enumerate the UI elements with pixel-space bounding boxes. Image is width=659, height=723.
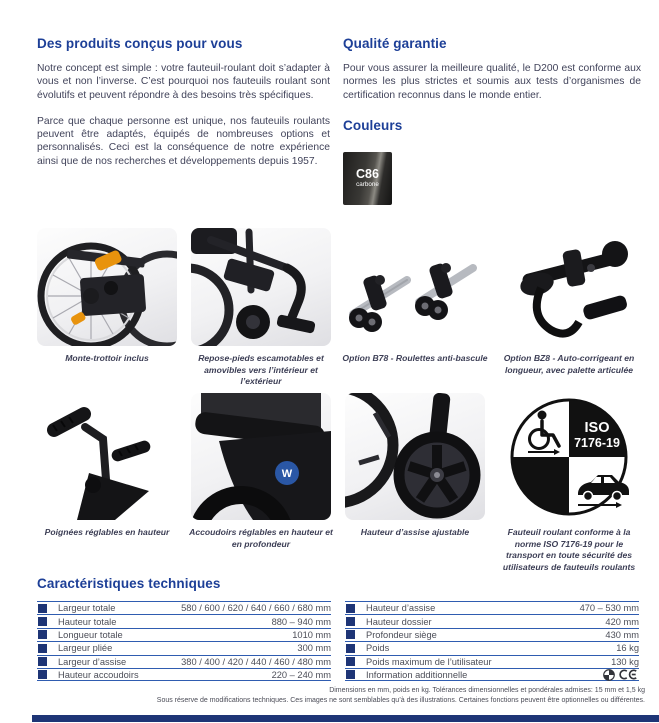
spec-label: Hauteur dossier xyxy=(366,616,432,627)
bottom-accent-bar xyxy=(32,715,659,722)
spec-label: Largeur totale xyxy=(58,603,116,614)
table-row xyxy=(345,614,639,627)
swatch-name: carbone xyxy=(356,180,379,188)
row-bullet-icon xyxy=(38,630,47,639)
feature-anti-tip xyxy=(342,228,488,388)
intro-paragraph-1: Notre concept est simple : votre fauteuil-roulant doit s’adapter à vous et non l’inverse. C’est pourquoi nos fauteuils roulant sont évolutifs et peuvent répondre à des besoins très spécifiques. xyxy=(37,63,330,101)
row-bullet-icon xyxy=(346,617,355,626)
ce-mark-icon xyxy=(619,669,639,680)
feature-seat-height xyxy=(345,393,485,573)
feature-grid-row-2 xyxy=(37,393,639,573)
spec-value: 220 – 240 mm xyxy=(271,669,331,680)
armrest-photo xyxy=(191,393,331,520)
spec-value: 430 mm xyxy=(605,629,639,640)
intro-paragraph-2: Parce que chaque personne est unique, nos fauteuils roulants peuvent être adaptés, équipés de nombreuses options et personnalisés. Ceci est la conséquence de notre expérience ainsi que de nos recherches et développements depuis 1957. xyxy=(37,115,330,167)
table-row xyxy=(345,601,639,614)
spec-table-left xyxy=(37,601,331,681)
intro-column xyxy=(37,36,330,181)
spec-label: Poids maximum de l’utilisateur xyxy=(366,656,492,667)
spec-value: 1010 mm xyxy=(292,629,331,640)
feature-articulated-footplate xyxy=(499,228,639,388)
table-row xyxy=(37,628,331,641)
feature-kerb-climber xyxy=(37,228,177,388)
iso-7176-19-icon xyxy=(508,396,630,518)
spec-table-right xyxy=(345,601,639,681)
row-bullet-icon xyxy=(346,657,355,666)
spec-label: Largeur pliée xyxy=(58,643,113,654)
caster-wheel-photo xyxy=(345,393,485,520)
table-row xyxy=(37,668,331,681)
row-bullet-icon xyxy=(38,670,47,679)
feature-caption: Hauteur d’assise ajustable xyxy=(360,527,470,537)
table-row xyxy=(345,655,639,668)
feature-caption: Accoudoirs réglables en hauteur et en profondeur xyxy=(189,527,333,549)
feature-caption: Poignées réglables en hauteur xyxy=(44,527,170,537)
footrest-photo xyxy=(191,228,331,346)
footer-line-1: Dimensions en mm, poids en kg. Tolérances dimensionnelles et pondérales admises: 15 mm et 1,5 kg xyxy=(329,687,645,694)
color-swatch-carbone xyxy=(343,152,392,205)
row-bullet-icon xyxy=(38,604,47,613)
table-row xyxy=(37,601,331,614)
colors-heading: Couleurs xyxy=(343,117,403,133)
quality-paragraph: Pour vous assurer la meilleure qualité, le D200 est conforme aux normes les plus strictes et soumis aux tests d’organismes de certification reconnus dans le monde entier. xyxy=(343,63,641,101)
feature-armrest xyxy=(191,393,331,573)
spec-label: Hauteur accoudoirs xyxy=(58,669,139,680)
spec-value: 16 kg xyxy=(616,643,639,654)
table-row xyxy=(345,641,639,654)
row-bullet-icon xyxy=(346,644,355,653)
feature-grid-row-1 xyxy=(37,228,639,388)
kerb-climber-photo xyxy=(37,228,177,346)
spec-label: Information additionnelle xyxy=(366,669,468,680)
spec-value: 470 – 530 mm xyxy=(579,603,639,614)
feature-caption: Fauteuil roulant conforme à la norme ISO 7176-19 pour le transport en toute sécurité des utilisateurs de fauteuils roulants xyxy=(502,527,636,572)
caster-wheel-illustration xyxy=(345,393,485,520)
row-bullet-icon xyxy=(346,604,355,613)
row-bullet-icon xyxy=(38,644,47,653)
armrest-badge-letter: W xyxy=(281,468,293,480)
row-bullet-icon xyxy=(346,630,355,639)
spec-value: 380 / 400 / 420 / 440 / 460 / 480 mm xyxy=(181,656,331,667)
footrest-illustration xyxy=(191,228,331,346)
spec-value: 300 mm xyxy=(297,643,331,654)
table-row xyxy=(37,655,331,668)
swatch-code: C86 xyxy=(356,166,379,181)
quality-heading: Qualité garantie xyxy=(343,36,447,51)
crash-test-icon xyxy=(603,669,615,681)
spec-label: Largeur d’assise xyxy=(58,656,127,667)
intro-heading: Des produits conçus pour vous xyxy=(37,36,243,51)
feature-caption: Repose-pieds escamotables et amovibles vers l’intérieur et l’extérieur xyxy=(198,353,324,386)
row-bullet-icon xyxy=(38,617,47,626)
additional-info-icons xyxy=(603,669,639,681)
row-bullet-icon xyxy=(38,657,47,666)
quality-column xyxy=(343,36,641,205)
anti-tip-wheels-photo xyxy=(345,228,485,346)
articulated-footplate-photo xyxy=(499,228,639,346)
spec-value: 880 – 940 mm xyxy=(271,616,331,627)
footer-notes xyxy=(157,686,645,706)
push-handles-illustration xyxy=(37,393,177,520)
spec-label: Profondeur siège xyxy=(366,629,437,640)
spec-label: Hauteur d’assise xyxy=(366,603,436,614)
footer-line-2: Sous réserve de modifications techniques. Ces images ne sont semblables qu’à des illustrations. Certaines fonctions peuvent être optionnelles ou différentes. xyxy=(156,697,645,704)
iso-logo-line1: ISO xyxy=(584,419,610,436)
push-handles-photo xyxy=(37,393,177,520)
feature-caption: Monte-trottoir inclus xyxy=(65,353,149,363)
table-row xyxy=(37,614,331,627)
feature-iso-transport xyxy=(499,393,639,573)
table-row xyxy=(345,668,639,681)
feature-caption: Option BZ8 - Auto-corrigeant en longueur, avec palette articulée xyxy=(503,353,635,375)
kerb-climber-illustration xyxy=(37,228,177,346)
iso-7176-19-logo xyxy=(499,393,639,520)
spec-value: 580 / 600 / 620 / 640 / 660 / 680 mm xyxy=(181,603,331,614)
spec-value: 420 mm xyxy=(605,616,639,627)
specs-heading: Caractéristiques techniques xyxy=(37,576,221,591)
feature-footrest xyxy=(191,228,331,388)
row-bullet-icon xyxy=(346,670,355,679)
spec-label: Poids xyxy=(366,643,390,654)
feature-push-handles xyxy=(37,393,177,573)
spec-value: 130 kg xyxy=(611,656,639,667)
iso-logo-line2: 7176-19 xyxy=(574,435,620,450)
table-row xyxy=(37,641,331,654)
articulated-footplate-illustration xyxy=(499,228,639,346)
armrest-illustration xyxy=(191,393,331,520)
anti-tip-illustration xyxy=(345,228,485,346)
spec-label: Longueur totale xyxy=(58,629,123,640)
feature-caption: Option B78 - Roulettes anti-bascule xyxy=(342,353,488,363)
table-row xyxy=(345,628,639,641)
spec-label: Hauteur totale xyxy=(58,616,117,627)
